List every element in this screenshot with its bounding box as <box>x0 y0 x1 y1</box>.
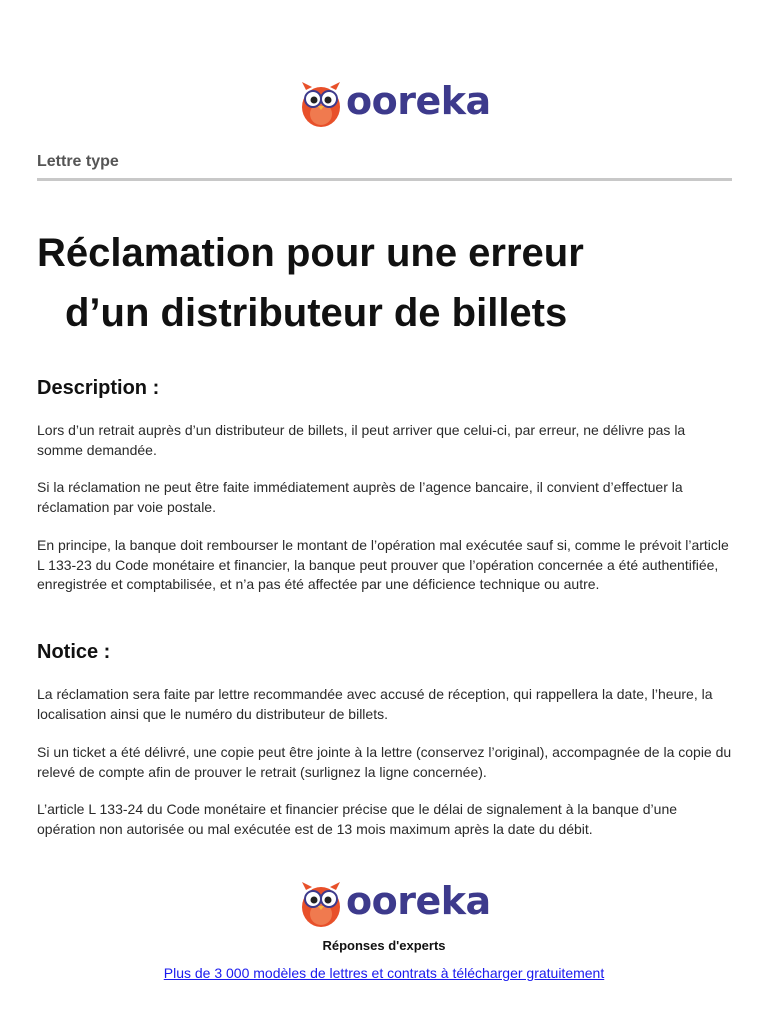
description-section <box>37 376 732 400</box>
paragraph-text: Si la réclamation ne peut être faite immédiatement auprès de l’agence bancaire, il convient d’effectuer la réclamation par voie postale. <box>37 479 683 515</box>
description-paragraph-2 <box>37 478 732 517</box>
description-paragraph-1 <box>37 421 732 460</box>
title-line-1: Réclamation pour une erreur <box>37 231 584 275</box>
brand-wordmark: ooreka <box>346 79 491 123</box>
description-paragraph-3 <box>37 536 732 595</box>
title-line-2: d’un distributeur de billets <box>65 291 568 335</box>
notice-heading: Notice : <box>37 641 111 663</box>
ooreka-logo-bottom <box>298 880 491 928</box>
document-type-label: Lettre type <box>37 153 119 170</box>
header-divider <box>37 178 732 181</box>
templates-promo-link[interactable]: Plus de 3 000 modèles de lettres et contrats à télécharger gratuitement <box>163 965 605 981</box>
owl-icon <box>298 880 344 928</box>
owl-icon <box>298 80 344 128</box>
notice-paragraph-1 <box>37 685 732 724</box>
notice-section <box>37 640 732 664</box>
page-title <box>37 223 732 343</box>
paragraph-text: Si un ticket a été délivré, une copie peut être jointe à la lettre (conservez l’original), accompagnée de la copie du relevé de compte afin de prouver le retrait (surlignez la ligne concernée). <box>37 744 732 780</box>
description-heading: Description : <box>37 377 160 399</box>
notice-paragraph-2 <box>37 743 732 782</box>
notice-paragraph-3 <box>37 800 732 839</box>
paragraph-text: La réclamation sera faite par lettre recommandée avec accusé de réception, qui rappellera la date, l’heure, la localisation ainsi que le numéro du distributeur de billets. <box>37 686 713 722</box>
brand-wordmark: ooreka <box>346 879 491 923</box>
ooreka-logo-top <box>298 80 491 128</box>
brand-tagline: Réponses d'experts <box>322 938 446 953</box>
paragraph-text: Lors d’un retrait auprès d’un distributeur de billets, il peut arriver que celui-ci, par erreur, ne délivre pas la somme demandée. <box>37 422 686 458</box>
paragraph-text: L’article L 133-24 du Code monétaire et financier précise que le délai de signalement à la banque d’une opération non autorisée ou mal exécutée est de 13 mois maximum après la date du débit. <box>37 801 678 837</box>
paragraph-text: En principe, la banque doit rembourser le montant de l’opération mal exécutée sauf si, comme le prévoit l’article L 133-23 du Code monétaire et financier, la banque peut prouver que l’opération concernée a été authentifiée, enregistrée et comptabilisée, et n’a pas été affectée par une déficience technique ou autre. <box>37 537 729 592</box>
